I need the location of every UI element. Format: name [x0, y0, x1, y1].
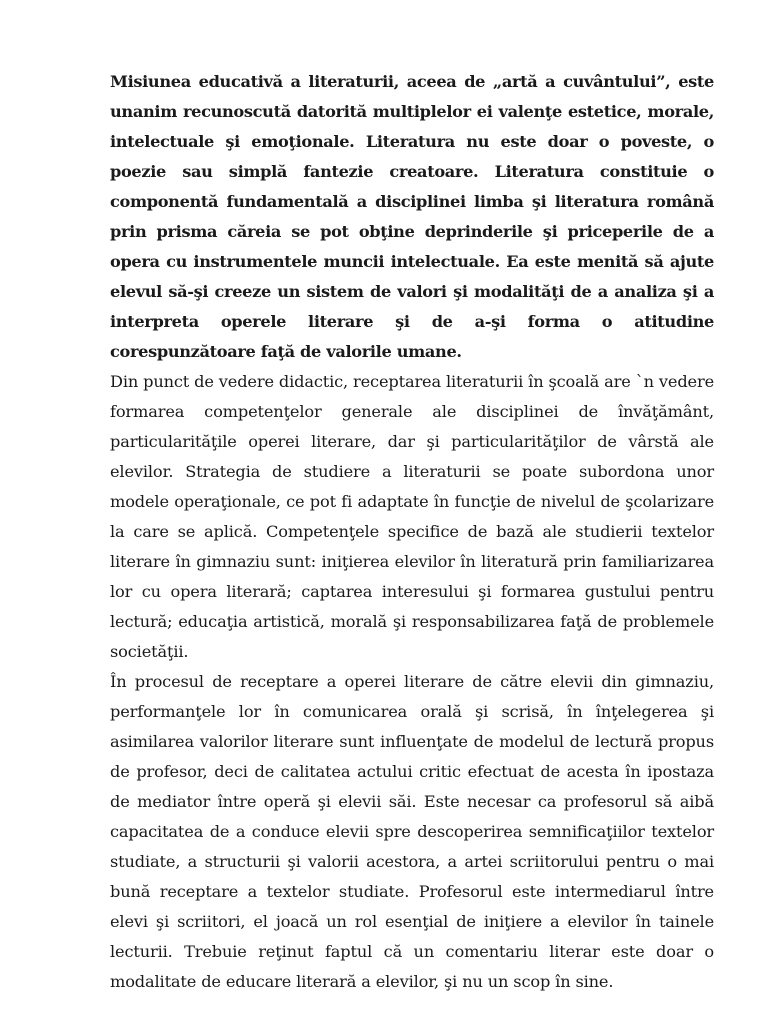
paragraph-didactic: Din punct de vedere didactic, receptarea literaturii în şcoală are `n vedere formarea competenţelor generale ale disciplinei de învăţământ, particularităţile operei literare, dar şi particularităţilor de vârstă ale elevilor. Strategia de studiere a literaturii se poate subordona unor modele operaţionale, ce pot fi adaptate în funcţie de nivelul de şcolarizare la care se aplică. Competenţele specifice de bază ale studierii textelor literare în gimnaziu sunt: iniţierea elevilor în literatură prin familiarizarea lor cu opera literară; captarea interesului şi formarea gustului pentru lectură; educaţia artistică, morală şi responsabilizarea faţă de problemele societăţii.	[110, 372, 714, 661]
paragraph-reception: În procesul de receptare a operei literare de către elevii din gimnaziu, performanţele lor în comunicarea orală şi scrisă, în înţelegerea şi asimilarea valorilor literare sunt influenţate de modelul de lectură propus de profesor, deci de calitatea actului critic efectuat de acesta în ipostaza de mediator între operă şi elevii săi. Este necesar ca profesorul să aibă capacitatea de a conduce elevii spre descoperirea semnificaţiilor textelor studiate, a structurii şi valorii acestora, a artei scriitorului pentru o mai bună receptare a textelor studiate. Profesorul este intermediarul între elevi şi scriitori, el joacă un rol esenţial de iniţiere a elevilor în tainele lecturii. Trebuie reţinut faptul că un comentariu literar este doar o modalitate de educare literară a elevilor, şi nu un scop în sine.	[110, 672, 714, 991]
document-page	[110, 67, 714, 997]
paragraph-intro: Misiunea educativă a literaturii, aceea de „artă a cuvântului”, este unanim recunoscută datorită multiplelor ei valenţe estetice, morale, intelectuale şi emoţionale. Literatura nu este doar o poveste, o poezie sau simplă fantezie creatoare. Literatura constituie o componentă fundamentală a disciplinei limba şi literatura română prin prisma căreia se pot obţine deprinderile şi priceperile de a opera cu instrumentele muncii intelectuale. Ea este menită să ajute elevul să-şi creeze un sistem de valori şi modalităţi de a analiza şi a interpreta operele literare şi de a-şi forma o atitudine corespunzătoare faţă de valorile umane.	[110, 72, 714, 361]
